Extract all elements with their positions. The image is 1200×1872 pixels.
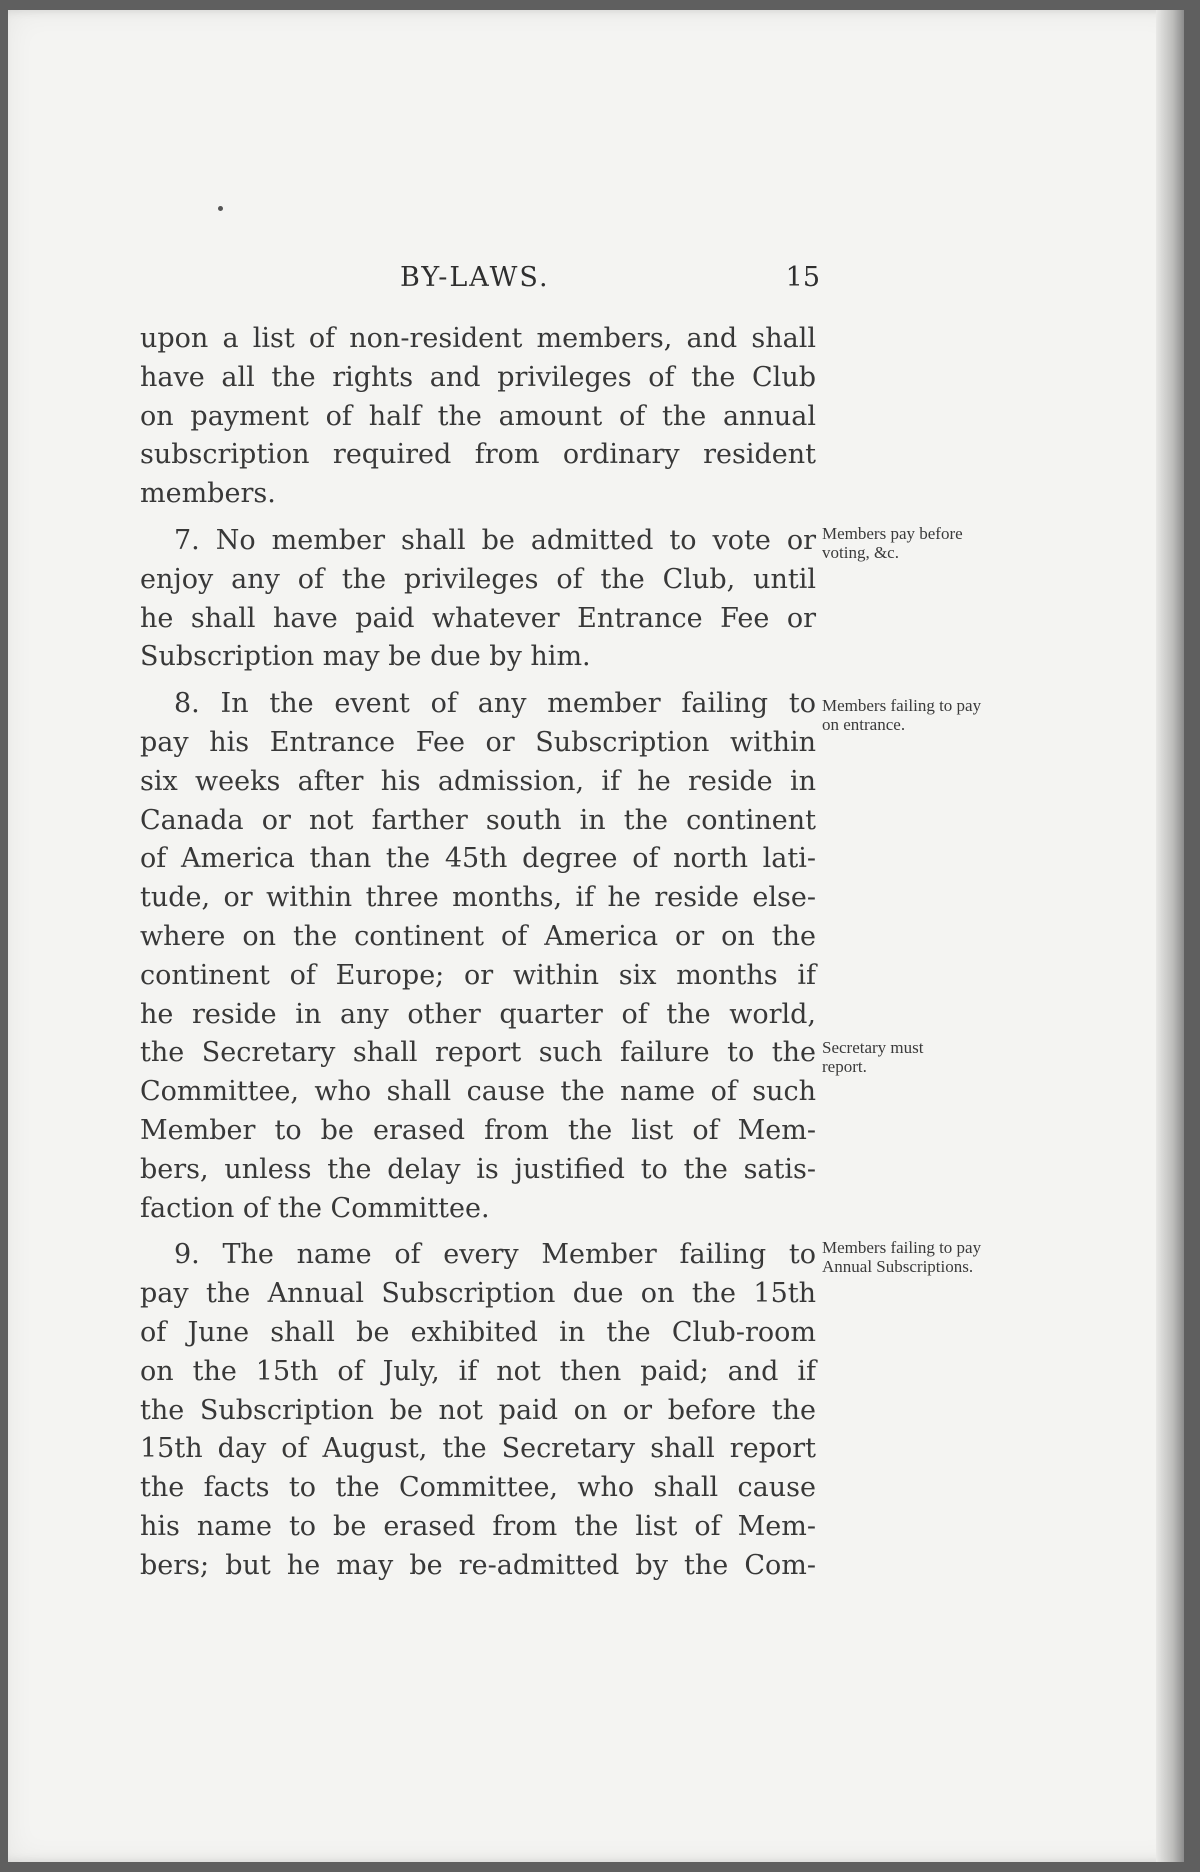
text-line: continent of Europe; or within six months if [140,959,816,991]
text-line: he reside in any other quarter of the world, [140,998,816,1030]
text-line: the facts to the Committee, who shall cause [140,1472,816,1504]
running-head: BY-LAWS. [400,262,550,293]
text-line: Committee, who shall cause the name of such [140,1076,816,1108]
text-line: upon a list of non-resident members, and shall [140,323,816,354]
text-line: he shall have paid whatever Entrance Fee or [140,602,816,634]
ink-speck [218,206,223,211]
sidenote-secretary-must-report: Secretary must report. [822,1038,924,1076]
text-line: faction of the Committee. [140,1192,490,1224]
text-line: members. [140,478,276,510]
text-line: 7. No member shall be admitted to vote or [174,524,816,556]
text-line: bers, unless the delay is justified to the satis- [140,1153,816,1185]
text-line: 15th day of August, the Secretary shall report [140,1433,816,1465]
text-line: his name to be erased from the list of Mem- [140,1510,816,1542]
body-text [140,320,816,1586]
text-line: bers; but he may be re-admitted by the Com- [140,1549,816,1581]
text-line: pay his Entrance Fee or Subscription within [140,726,816,758]
text-line: subscription required from ordinary resident [140,439,816,471]
text-line: 9. The name of every Member failing to [174,1239,816,1271]
text-line: on the 15th of July, if not then paid; and if [140,1355,816,1387]
text-line: enjoy any of the privileges of the Club, until [140,563,816,595]
text-line: Subscription may be due by him. [140,641,591,673]
sidenote-members-failing-annual: Members failing to pay Annual Subscriptions. [822,1238,982,1276]
page-edge [1156,10,1184,1862]
sidenote-members-failing-entrance: Members failing to pay on entrance. [822,696,982,734]
text-line: pay the Annual Subscription due on the 15th [140,1278,816,1310]
text-line: on payment of half the amount of the annual [140,400,816,432]
text-line: where on the continent of America or on the [140,920,816,952]
text-line: the Subscription be not paid on or before the [140,1394,816,1426]
text-line: have all the rights and privileges of the Club [140,361,816,393]
text-line: six weeks after his admission, if he reside in [140,765,816,797]
text-line: Canada or not farther south in the continent [140,804,816,836]
page-header [130,262,820,302]
text-line: of June shall be exhibited in the Club-room [140,1316,816,1348]
text-line: the Secretary shall report such failure to the [140,1037,816,1069]
text-line: Member to be erased from the list of Mem- [140,1114,816,1146]
text-line: 8. In the event of any member failing to [174,688,816,720]
page-number: 15 [785,262,820,293]
sidenote-members-pay-before-voting: Members pay before voting, &c. [822,524,963,562]
text-line: of America than the 45th degree of north lati- [140,843,816,875]
text-line: tude, or within three months, if he reside else- [140,882,816,914]
